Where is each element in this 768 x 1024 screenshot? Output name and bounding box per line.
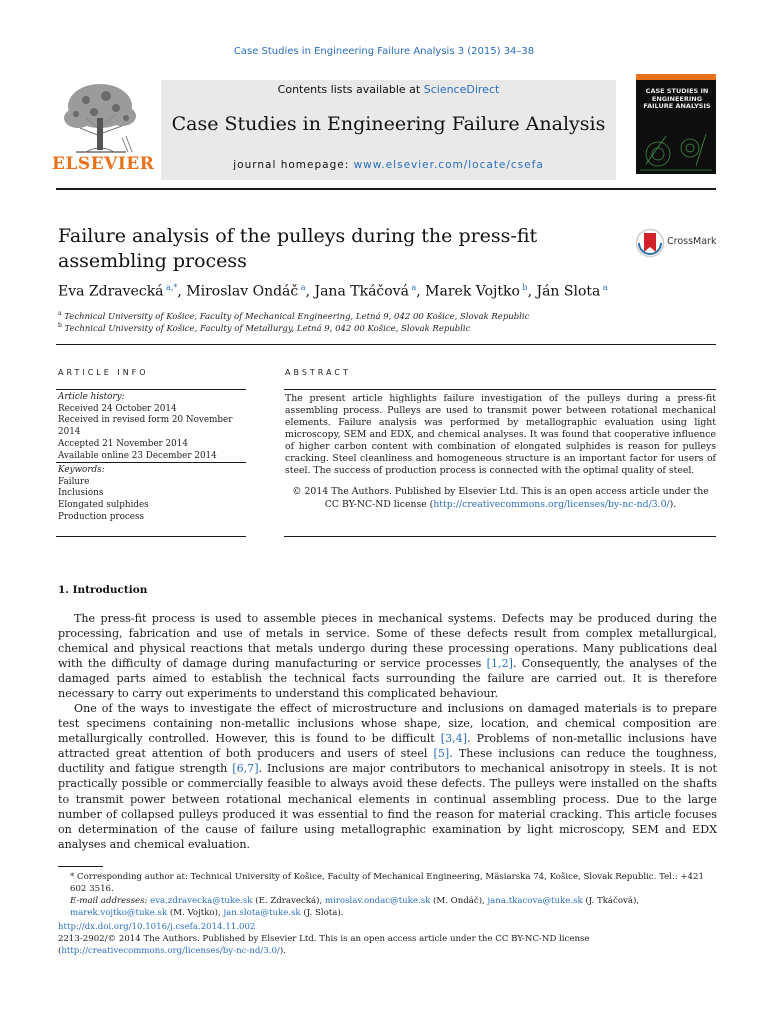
history-accepted: Accepted 21 November 2014 xyxy=(58,438,188,449)
keywords xyxy=(58,465,248,524)
abstract-heading: ABSTRACT xyxy=(285,368,351,377)
author-name: Jana Tkáčová xyxy=(314,283,409,300)
journal-reference-link[interactable]: Case Studies in Engineering Failure Analysis 3 (2015) 34–38 xyxy=(233,46,535,57)
keyword-item: Failure xyxy=(58,476,90,487)
email-addresses: E-mail addresses: eva.zdravecka@tuke.sk (E. Zdravecká), miroslav.ondac@tuke.sk (M. Ondáč), jana.tkacova@tuke.sk (J. Tkáčová), marek.vojtko@tuke.sk (M. Vojtko), jan.slota@tuke.sk (J. Slota). xyxy=(70,896,640,918)
author-affiliation-marker[interactable]: a xyxy=(600,283,608,292)
footnote-license-link[interactable]: http://creativecommons.org/licenses/by-nc-nd/3.0/ xyxy=(61,946,280,956)
header-divider xyxy=(56,188,716,190)
keywords-divider xyxy=(56,462,246,463)
paragraph-text: . Consequently, the analyses of the damaged parts aimed to establish the technical facts surrounding the failure are carried out. It is therefore necessary to carry out experiments to understand this complicated behaviour. xyxy=(58,657,717,701)
journal-homepage: journal homepage: www.elsevier.com/locate/csefa xyxy=(233,159,544,171)
paragraph-text: One of the ways to investigate the effect of microstructure and inclusions on damaged materials is to prepare test specimens containing non-metallic inclusions whose shape, size, location, and chemical composition are metallurgically controlled. However, this is found to be difficult xyxy=(58,702,717,746)
affiliation-a: $^a$ Technical University of Košice, Faculty of Mechanical Engineering, Letná 9, 042 00 Košice, Slovak Republic xyxy=(58,310,530,322)
author-affiliation-marker[interactable]: a xyxy=(298,283,306,292)
crossmark-label: CrossMark xyxy=(667,236,717,247)
author-affiliation-marker[interactable]: a xyxy=(408,283,417,292)
email-owner: (E. Zdravecká), xyxy=(252,896,325,906)
email-link[interactable]: jana.tkacova@tuke.sk xyxy=(487,896,583,906)
author-list: Eva Zdravecká $^{a,*}$, Miroslav Ondáč $^a$, Jana Tkáčová $^a$, Marek Vojtko $^b$, Ján Slota $^a$ xyxy=(58,283,608,300)
abstract-divider xyxy=(284,389,716,390)
abstract-bottom-divider xyxy=(284,536,716,537)
email-link[interactable]: eva.zdravecka@tuke.sk xyxy=(150,896,253,906)
keyword-item: Production process xyxy=(58,511,145,522)
article-title: Failure analysis of the pulleys during the press-fit assembling process xyxy=(58,225,538,272)
paragraph-text: The press-fit process is used to assemble pieces in mechanical systems. Defects may be produced during the processing, fabrication and use of metals in service. Some of these defects result from complex metallurgical, chemical and physical reactions that metals undergo during these processing operations. Many publications deal with the difficulty of damage during manufacturing or service processes xyxy=(58,612,717,671)
journal-cover-thumbnail[interactable] xyxy=(636,74,716,174)
paragraph-text: . Inclusions are major contributors to mechanical anisotropy in steels. It is not practically possible or commercially feasible to always avoid these defects. The pulleys were installed on the shafts to transmit power between rotational mechanical elements in continual assembling process. Due to the large number of collapsed pulleys produced it was essential to find the reason for material cracking. This article focuses on determination of the cause of failure using metallographic examination by light microscopy, SEM and EDX analyses and chemical evaluation. xyxy=(58,762,717,851)
keyword-item: Inclusions xyxy=(58,488,104,499)
author-name: Miroslav Ondáč xyxy=(186,283,299,300)
section-heading-introduction: 1. Introduction xyxy=(58,584,148,596)
cover-title: CASE STUDIES IN ENGINEERING FAILURE ANALYSIS xyxy=(643,87,711,110)
citation-link[interactable]: [6,7] xyxy=(232,762,259,776)
crossmark-badge[interactable] xyxy=(635,228,725,260)
abstract-license: © 2014 The Authors. Published by Elsevier Ltd. This is an open access article under the CC BY-NC-ND license (http://creativecommons.org/licenses/by-nc-nd/3.0/). xyxy=(292,486,709,510)
email-link[interactable]: jan.slota@tuke.sk xyxy=(223,908,301,918)
article-info-heading: ARTICLE INFO xyxy=(58,368,149,377)
doi-link[interactable]: http://dx.doi.org/10.1016/j.csefa.2014.11.002 xyxy=(58,922,256,932)
email-owner: (J. Tkáčová), xyxy=(582,896,640,906)
email-owner: (M. Vojtko), xyxy=(167,908,224,918)
keywords-label: Keywords: xyxy=(58,465,105,475)
title-divider xyxy=(56,344,716,345)
intro-paragraph-1 xyxy=(58,611,717,702)
intro-paragraph-2 xyxy=(58,701,717,852)
paragraph-text: . Problems of non-metallic inclusions have attracted great attention of both producers and users of steel xyxy=(58,732,717,761)
email-owner: (M. Ondáč), xyxy=(430,896,488,906)
email-link[interactable]: miroslav.ondac@tuke.sk xyxy=(324,896,431,906)
keyword-item: Elongated sulphides xyxy=(58,500,149,511)
cover-accent-bar xyxy=(636,74,716,80)
journal-homepage-link[interactable]: www.elsevier.com/locate/csefa xyxy=(353,159,544,171)
sciencedirect-link[interactable]: ScienceDirect xyxy=(423,83,500,96)
citation-link[interactable]: [1,2] xyxy=(486,657,513,671)
article-info-divider xyxy=(56,389,246,390)
citation-link[interactable]: [3,4] xyxy=(440,732,468,746)
cover-artwork-icon xyxy=(636,126,716,174)
corresponding-author-footnote: * Corresponding author at: Technical University of Košice, Faculty of Mechanical Engineering, Mäsiarska 74, Košice, Slovak Republic. Tel.: +421 602 3516. E-mail addresses: eva.zdravecka@tuke.sk (E. Zdravecká), miroslav.ondac@tuke.sk (M. Ondáč), jana.tkacova@tuke.sk (J. Tkáčová), marek.vojtko@tuke.sk (M. Vojtko), jan.slota@tuke.sk (J. Slota). xyxy=(58,871,718,919)
abstract-body: The present article highlights failure investigation of the pulleys during a press-fit assembling process. Pulleys are used to transmit power between rotational mechanical elements. Failure analysis was performed by metallographic evaluation using light microscopy, SEM and EDX, and chemical analyses. It was found that cooperative influence of higher carbon content with combination of elongated sulphides is reason for pulleys cracking. Steel cleanliness and homogeneous structure is an important factor for users of steel. The success of production process is connected with the optimal quality of steel. xyxy=(285,393,716,476)
article-history xyxy=(58,392,248,462)
journal-masthead xyxy=(161,80,616,180)
footnote-divider xyxy=(58,866,103,867)
email-owner: (J. Slota). xyxy=(300,908,344,918)
license-footnote: 2213-2902/© 2014 The Authors. Published by Elsevier Ltd. This is an open access article under the CC BY-NC-ND license (http://creativecommons.org/licenses/by-nc-nd/3.0/). xyxy=(58,934,590,956)
contents-availability: Contents lists available at ScienceDirect xyxy=(277,83,500,96)
elsevier-wordmark[interactable]: ELSEVIER xyxy=(52,154,155,174)
author-affiliation-marker[interactable]: b xyxy=(519,283,528,292)
history-revised: Received in revised form 20 November 2014 xyxy=(58,415,233,438)
author-name: Marek Vojtko xyxy=(425,283,520,300)
history-label: Article history: xyxy=(58,392,125,402)
author-name: Eva Zdravecká xyxy=(58,283,164,300)
paragraph-text: . These inclusions can reduce the toughness, ductility and fatigue strength xyxy=(58,747,717,776)
history-received: Received 24 October 2014 xyxy=(58,403,177,414)
email-link[interactable]: marek.vojtko@tuke.sk xyxy=(70,908,168,918)
history-online: Available online 23 December 2014 xyxy=(58,450,217,461)
author-name: Ján Slota xyxy=(536,283,601,300)
citation-link[interactable]: [5] xyxy=(433,747,450,761)
author-affiliation-marker[interactable]: a,* xyxy=(163,283,178,292)
article-info-bottom-divider xyxy=(56,536,246,537)
affiliation-b: $^b$ Technical University of Košice, Faculty of Metallurgy, Letná 9, 042 00 Košice, Slovak Republic xyxy=(58,322,471,334)
license-link[interactable]: http://creativecommons.org/licenses/by-nc-nd/3.0/ xyxy=(433,498,670,510)
crossmark-icon xyxy=(635,228,665,258)
journal-title: Case Studies in Engineering Failure Analysis xyxy=(171,113,606,135)
